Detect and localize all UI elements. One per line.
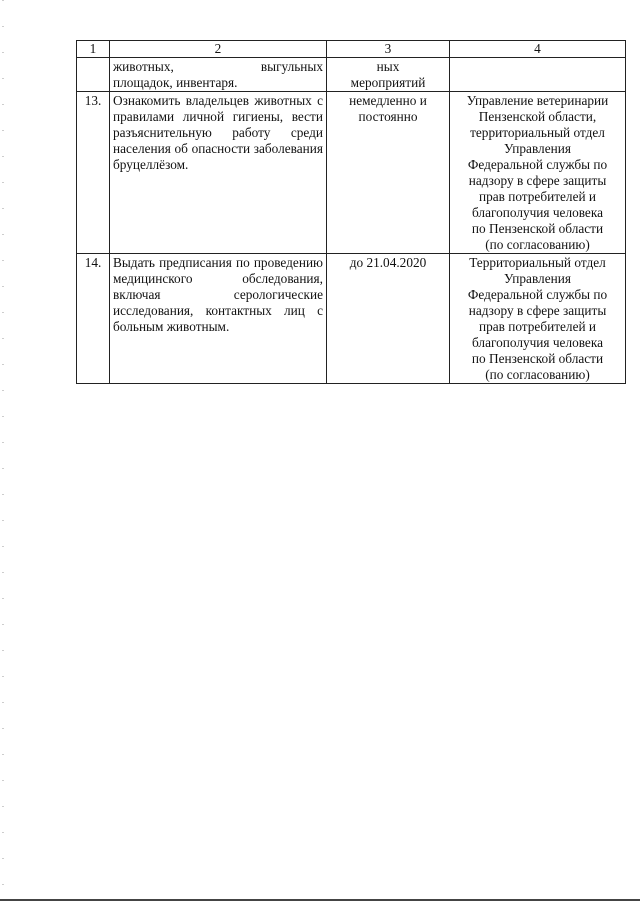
- continuation-measure-line-1: животных, выгульных: [113, 59, 323, 74]
- responsible-text: Территориальный отдел Управления Федеральной службы по надзору в сфере защиты прав потребителей и благополучия человека по Пензенской области (по согласованию): [450, 254, 626, 384]
- row-number: 14.: [77, 254, 110, 384]
- continuation-measure-line-2: площадок, инвентаря.: [113, 75, 238, 90]
- continuation-responsible-cell: [450, 58, 626, 92]
- table-row-13: [77, 92, 626, 254]
- row-number: 13.: [77, 92, 110, 254]
- continuation-measure-cell: [110, 58, 327, 92]
- measures-table: [76, 40, 626, 384]
- responsible-text: Управление ветеринарии Пензенской области, территориальный отдел Управления Федеральной службы по надзору в сфере защиты прав потребителей и благополучия человека по Пензенской области (по согласованию): [450, 92, 626, 254]
- header-cell-4: 4: [450, 41, 626, 58]
- header-cell-2: 2: [110, 41, 327, 58]
- table-row-continuation: [77, 58, 626, 92]
- measure-text: Ознакомить владельцев животных с правилами личной гигиены, вести разъяснительную работу среди населения об опасности заболевания бруцеллёзом.: [110, 92, 327, 254]
- header-cell-3: 3: [327, 41, 450, 58]
- deadline-text: немедленно и постоянно: [327, 92, 450, 254]
- bottom-scan-rule: [0, 899, 640, 901]
- continuation-deadline-cell: ных мероприятий: [327, 58, 450, 92]
- header-cell-1: 1: [77, 41, 110, 58]
- table-row-14: [77, 254, 626, 384]
- table-header-row: [77, 41, 626, 58]
- scan-edge-marks: [2, 0, 4, 905]
- deadline-text: до 21.04.2020: [327, 254, 450, 384]
- continuation-num-cell: [77, 58, 110, 92]
- measure-text: Выдать предписания по проведению медицинского обследования, включая серологические исследования, контактных лиц с больным животным.: [110, 254, 327, 384]
